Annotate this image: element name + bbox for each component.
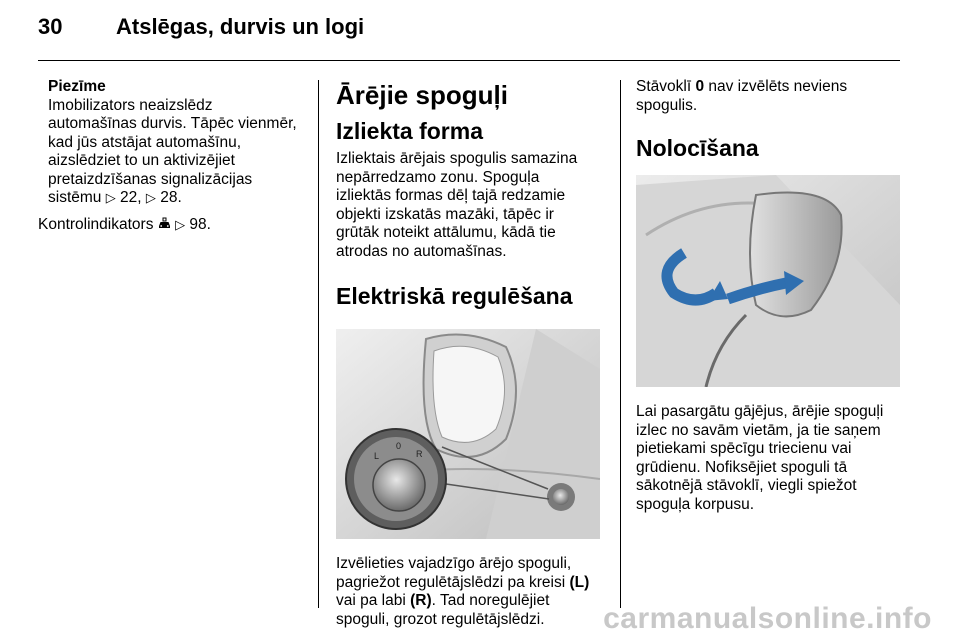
- watermark: carmanualsonline.info: [603, 602, 932, 635]
- section-heading: Nolocīšana: [636, 135, 759, 161]
- knob-label-r: R: [416, 449, 423, 459]
- body-line: Izliektais ārējais spogulis samazina: [336, 150, 578, 167]
- note-line: pretaizdzīšanas signalizācijas: [48, 170, 253, 188]
- body-line: spogulis.: [636, 96, 698, 114]
- body-line: grūtāk noteikt attālumu, kādā tie: [336, 224, 556, 241]
- body-line: Lai pasargātu gājējus, ārējie spoguļi: [636, 403, 884, 420]
- mirror-adjust-switch-illustration: [336, 329, 600, 539]
- indicator-line: Kontrolindikators ▷ 98.: [38, 215, 211, 233]
- note-line: Imobilizators neaizslēdz: [48, 96, 213, 114]
- knob-label-0: 0: [396, 441, 402, 451]
- mirror-folding-illustration: [636, 175, 900, 387]
- note-line: aizslēdziet to un aktivizējiet: [48, 152, 235, 169]
- body-line: Izvēlieties vajadzīgo ārējo spoguli,: [336, 555, 572, 572]
- page-header: [0, 0, 960, 60]
- page-ref-icon: ▷: [175, 216, 186, 232]
- subsection-heading: Izliekta forma: [336, 118, 483, 144]
- note-line: kad jūs atstājat automašīnu,: [48, 133, 242, 151]
- body-line: objekti izskatās mazāki, tāpēc ir: [336, 205, 554, 223]
- page-ref[interactable]: 98: [189, 215, 207, 233]
- car-lock-icon: [158, 217, 171, 230]
- page-number: 30: [38, 14, 63, 39]
- column-divider-2: [620, 80, 621, 608]
- header-rule: [38, 60, 900, 61]
- chapter-title: Atslēgas, durvis un logi: [116, 14, 365, 39]
- body-line: izlec no savām vietām, ja tie saņem: [636, 421, 881, 439]
- note-title: Piezīme: [48, 78, 106, 95]
- section-heading: Ārējie spoguļi: [336, 80, 508, 110]
- body-line: atrodas no automašīnas.: [336, 242, 507, 260]
- page-ref[interactable]: 28: [160, 189, 178, 206]
- column-divider-1: [318, 80, 319, 608]
- note-block: [48, 78, 314, 208]
- subsection-heading: Elektriskā regulēšana: [336, 283, 573, 309]
- body-line: nepārredzamo zonu. Spoguļa: [336, 168, 540, 186]
- body-line: Stāvoklī 0 nav izvēlēts neviens: [636, 78, 848, 95]
- body-line: sākotnējā stāvoklī, viegli spiežot: [636, 477, 857, 494]
- body-line: spoguļa korpusu.: [636, 495, 755, 513]
- knob-label-l: L: [374, 451, 380, 461]
- column-3: [636, 78, 906, 514]
- body-line: pagriežot regulētājslēdzi pa kreisi (L): [336, 573, 590, 591]
- column-1: [38, 78, 314, 234]
- body-line: pietiekami spēcīgu triecienu vai: [636, 440, 852, 457]
- body-line: izliektās formas dēļ tajā redzamie: [336, 187, 566, 204]
- note-line: automašīnas durvis. Tāpēc vienmēr,: [48, 115, 297, 132]
- note-line-refs: sistēmu ▷ 22, ▷ 28.: [48, 189, 182, 206]
- page-ref-icon: ▷: [105, 190, 116, 205]
- column-2: [336, 78, 604, 629]
- body-line: grūdienu. Nofiksējiet spoguli tā: [636, 458, 848, 476]
- body-line: vai pa labi (R). Tad noregulējiet: [336, 592, 550, 609]
- page-ref[interactable]: 22: [120, 189, 138, 206]
- body-line: spoguli, grozot regulētājslēdzi.: [336, 610, 545, 628]
- page-ref-icon: ▷: [145, 190, 156, 205]
